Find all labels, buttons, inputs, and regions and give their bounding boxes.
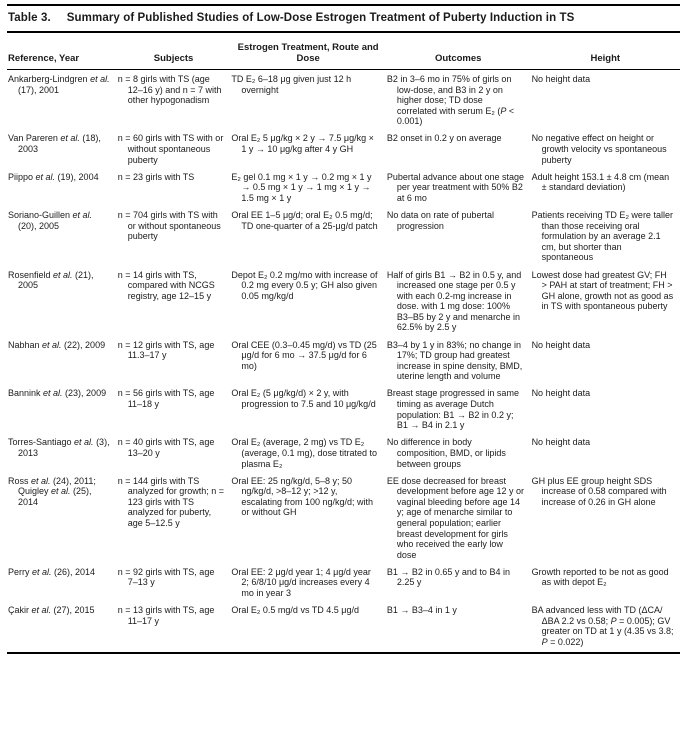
cell-height: BA advanced less with TD (ΔCA/ΔBA 2.2 vs 0.58; P = 0.005); GV greater on TD at 1 y (4.35 vs 3.8; P = 0.022)	[531, 605, 674, 647]
cell-treatment: Oral EE 1–5 μg/d; oral E₂ 0.5 mg/d; TD one-quarter of a 25-μg/d patch	[231, 210, 378, 231]
table-number-label: Table 3.	[8, 12, 51, 24]
cell-height: No height data	[531, 388, 591, 399]
cell-outcomes: B3–4 by 1 y in 83%; no change in 17%; TD group had greatest increase in spine density, BMD, uterine length and volume	[386, 339, 523, 382]
cell-treatment: Oral E₂ 0.5 mg/d vs TD 4.5 μg/d	[231, 605, 359, 616]
cell-height: Patients receiving TD E₂ were taller than those receiving oral formulation by an average 2.1 cm, but shorter than spontaneous	[531, 210, 673, 263]
cell-treatment: Oral EE: 2 μg/d year 1; 4 μg/d year 2; 6/8/10 μg/d increases every 4 mo in year 3	[231, 566, 371, 599]
cell-height: Lowest dose had greatest GV; FH > PAH at start of treatment; FH > GH alone, growth not as good as in TS with spontaneous puberty	[531, 269, 674, 312]
studies-table	[7, 34, 680, 654]
cell-ref: Bannink et al. (23), 2009	[8, 388, 107, 399]
cell-subjects: n = 92 girls with TS, age 7–13 y	[117, 566, 215, 588]
cell-ref: Perry et al. (26), 2014	[8, 566, 96, 577]
cell-ref: Ross et al. (24), 2011; Quigley et al. (25), 2014	[8, 475, 96, 507]
study-row	[7, 564, 680, 602]
cell-subjects: n = 13 girls with TS, age 11–17 y	[117, 605, 215, 626]
cell-ref: Soriano-Guillen et al. (20), 2005	[8, 210, 93, 231]
study-row	[7, 131, 680, 169]
cell-ref: Van Pareren et al. (18), 2003	[8, 133, 101, 155]
study-row	[7, 435, 680, 473]
column-header-reference-year: Reference, Year	[7, 34, 117, 70]
cell-ref: Çakir et al. (27), 2015	[8, 605, 95, 616]
cell-outcomes: EE dose decreased for breast development before age 12 y or vaginal bleeding before age 14 y; age of menarche similar to general population; earlier breast development for girls who received the early low dose	[386, 475, 524, 560]
study-row	[7, 169, 680, 207]
cell-treatment: E₂ gel 0.1 mg × 1 y → 0.2 mg × 1 y → 0.5 mg × 1 y → 1 mg × 1 y → 1.5 mg × 1 y	[231, 171, 372, 203]
study-row	[7, 386, 680, 435]
cell-outcomes: No difference in body composition, BMD, or lipids between groups	[386, 437, 506, 469]
cell-treatment: Oral CEE (0.3–0.45 mg/d) vs TD (25 μg/d for 6 mo → 37.5 μg/d for 6 mo)	[231, 339, 377, 371]
column-header-estrogen-treatment: Estrogen Treatment, Route and Dose	[230, 34, 385, 70]
cell-subjects: n = 8 girls with TS (age 12–16 y) and n = 7 with other hypogonadism	[117, 74, 222, 106]
column-header-height: Height	[531, 34, 680, 70]
column-header-subjects: Subjects	[117, 34, 231, 70]
header-row	[7, 34, 680, 70]
cell-outcomes: Half of girls B1 → B2 in 0.5 y, and increased one stage per 0.5 y with each 0.2-mg increase in dose. with 1 mg dose: 100% B3–B5 by 2 y and menarche in 62.5% by 2.5 y	[386, 269, 522, 333]
cell-subjects: n = 60 girls with TS with or without spontaneous puberty	[117, 133, 224, 165]
cell-subjects: n = 144 girls with TS analyzed for growth; n = 123 girls with TS analyzed for puberty, age 5–12.5 y	[117, 475, 224, 528]
cell-outcomes: B1 → B2 in 0.65 y and to B4 in 2.25 y	[386, 566, 510, 588]
studies-table-body	[7, 70, 680, 653]
cell-treatment: TD E₂ 6–18 μg given just 12 h overnight	[231, 74, 352, 95]
cell-height: No height data	[531, 437, 591, 448]
cell-subjects: n = 14 girls with TS, compared with NCGS registry, age 12–15 y	[117, 269, 215, 301]
cell-subjects: n = 56 girls with TS, age 11–18 y	[117, 388, 215, 410]
column-header-outcomes: Outcomes	[386, 34, 531, 70]
study-row	[7, 208, 680, 267]
cell-outcomes: B2 in 3–6 mo in 75% of girls on low-dose, and B3 in 2 y on higher dose; TD dose correlated with serum E₂ (P < 0.001)	[386, 74, 515, 127]
cell-height: GH plus EE group height SDS increase of 0.58 compared with increase of 0.26 in GH alone	[531, 475, 667, 507]
cell-height: No height data	[531, 339, 591, 350]
table-title-text: Summary of Published Studies of Low-Dose Estrogen Treatment of Puberty Induction in TS	[66, 12, 575, 24]
studies-table-header	[7, 34, 680, 70]
cell-subjects: n = 704 girls with TS with or without spontaneous puberty	[117, 210, 221, 242]
cell-height: Growth reported to be not as good as with depot E₂	[531, 566, 669, 588]
cell-treatment: Oral EE: 25 ng/kg/d, 5–8 y; 50 ng/kg/d, >8–12 y; >12 y, escalating from 100 ng/kg/d; with or without GH	[231, 475, 373, 518]
cell-ref: Nabhan et al. (22), 2009	[8, 339, 106, 350]
study-row	[7, 337, 680, 386]
cell-height: No negative effect on height or growth velocity vs spontaneous puberty	[531, 133, 667, 165]
cell-treatment: Oral E₂ 5 μg/kg × 2 y → 7.5 μg/kg × 1 y → 10 μg/kg after 4 y GH	[231, 133, 374, 155]
study-row	[7, 603, 680, 653]
study-row	[7, 473, 680, 564]
cell-subjects: n = 12 girls with TS, age 11.3–17 y	[117, 339, 215, 361]
cell-ref: Ankarberg-Lindgren et al. (17), 2001	[8, 74, 110, 95]
cell-outcomes: Breast stage progressed in same timing as average Dutch population: B1 → B2 in 0.2 y; B1 → B4 in 2.1 y	[386, 388, 519, 431]
cell-ref: Piippo et al. (19), 2004	[8, 171, 99, 182]
cell-outcomes: Pubertal advance about one stage per year treatment with 50% B2 at 6 mo	[386, 171, 524, 203]
cell-subjects: n = 23 girls with TS	[117, 171, 195, 182]
cell-outcomes: B2 onset in 0.2 y on average	[386, 133, 502, 144]
cell-height: Adult height 153.1 ± 4.8 cm (mean ± standard deviation)	[531, 171, 670, 193]
cell-treatment: Oral E₂ (average, 2 mg) vs TD E₂ (average, 0.1 mg), dose titrated to plasma E₂	[231, 437, 377, 469]
cell-outcomes: No data on rate of pubertal progression	[386, 210, 494, 231]
cell-treatment: Oral E₂ (5 μg/kg/d) × 2 y, with progression to 7.5 and 10 μg/kg/d	[231, 388, 376, 410]
table-title	[7, 4, 680, 33]
cell-height: No height data	[531, 74, 591, 84]
cell-subjects: n = 40 girls with TS, age 13–20 y	[117, 437, 215, 458]
cell-treatment: Depot E₂ 0.2 mg/mo with increase of 0.2 mg every 0.5 y; GH also given 0.05 mg/kg/d	[231, 269, 378, 301]
cell-outcomes: B1 → B3–4 in 1 y	[386, 605, 457, 616]
study-row	[7, 70, 680, 131]
study-row	[7, 267, 680, 337]
cell-ref: Torres-Santiago et al. (3), 2013	[8, 437, 110, 458]
cell-ref: Rosenfield et al. (21), 2005	[8, 269, 94, 291]
